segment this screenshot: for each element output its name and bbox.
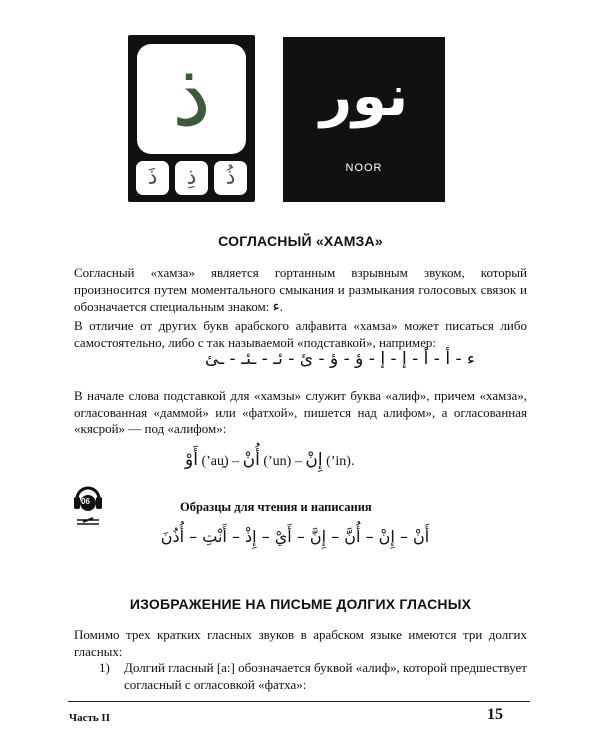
letter-variant-tile: [175, 161, 208, 195]
example-arabic: أَوْ: [185, 450, 198, 470]
noor-logo-arabic: نور: [319, 64, 409, 129]
example-arabic: أُنْ: [242, 450, 260, 470]
list-item-text: Долгий гласный [а:] обозначается буквой «алиф», которой предшествует согласный с огласовкой «фатха»:: [124, 660, 527, 692]
paragraph: В начале слова подставкой для «хамзы» служит буква «алиф», причем «хамза», огласованная «даммой» или «фатхой», пишется над алифом», а огласованная «кясрой» — под «алифом»:: [74, 388, 527, 436]
example-translit: (’in).: [326, 454, 355, 469]
section-title-hamza: СОГЛАСНЫЙ «ХАМЗА»: [218, 233, 383, 249]
noor-logo: [283, 37, 445, 202]
headphones-icon[interactable]: [73, 482, 103, 526]
page-number: 15: [487, 706, 503, 723]
footer-part-label: Часть II: [69, 712, 110, 724]
example-arabic: إِنْ: [305, 450, 323, 470]
letter-variant-glyph: ذَ: [147, 165, 158, 190]
letter-variant-tile: [136, 161, 169, 195]
example-translit: (’un) –: [263, 454, 302, 469]
hamza-examples: [185, 450, 354, 470]
section-title-long-vowels: ИЗОБРАЖЕНИЕ НА ПИСЬМЕ ДОЛГИХ ГЛАСНЫХ: [129, 596, 472, 612]
footer-divider: [68, 701, 530, 702]
letter-main-glyph: ذ: [171, 43, 212, 146]
noor-logo-latin: NOOR: [345, 162, 383, 174]
letter-main-tile: [137, 44, 246, 154]
paragraph: Согласный «хамза» является гортанным взрывным звуком, который произносится путем моментального смыкания и размыкания голосовых связок и обозначается специальным знаком: ء.: [74, 265, 527, 315]
letter-dhal-card: [128, 35, 255, 202]
hamza-sign: ء: [272, 297, 280, 315]
list-item-number: 1): [99, 660, 110, 675]
paragraph: В отличие от других букв арабского алфавита «хамза» может писаться либо самостоятельно, либо с так называемой «подставкой», например:: [74, 318, 527, 350]
letter-variant-glyph: ذُ: [225, 165, 236, 190]
letter-variant-glyph: ذِ: [186, 165, 197, 190]
paragraph: Помимо трех кратких гласных звуков в арабском языке имеются три долгих гласных:: [74, 627, 527, 659]
reading-samples-title: Образцы для чтения и написания: [180, 500, 372, 514]
letter-variant-tile: [214, 161, 247, 195]
reading-samples-row: أَنْ – إِنْ – أُنَّ – إِنَّ – أَيْ – إِذْ – أَنْتِ – أُذُنَ: [160, 527, 430, 546]
example-translit: (’au̯) –: [201, 454, 240, 469]
audio-track-number: 06: [81, 497, 90, 506]
paragraph-text: Согласный «хамза» является гортанным взрывным звуком, который произносится путем моментального смыкания и размыкания голосовых связок и обозначается специальным знаком:: [74, 265, 527, 314]
hamza-forms-row: ء - أ - أ - إ - إ - ؤ - ؤ - ئ - ئـ - ـئـ - ـئ: [205, 349, 475, 369]
